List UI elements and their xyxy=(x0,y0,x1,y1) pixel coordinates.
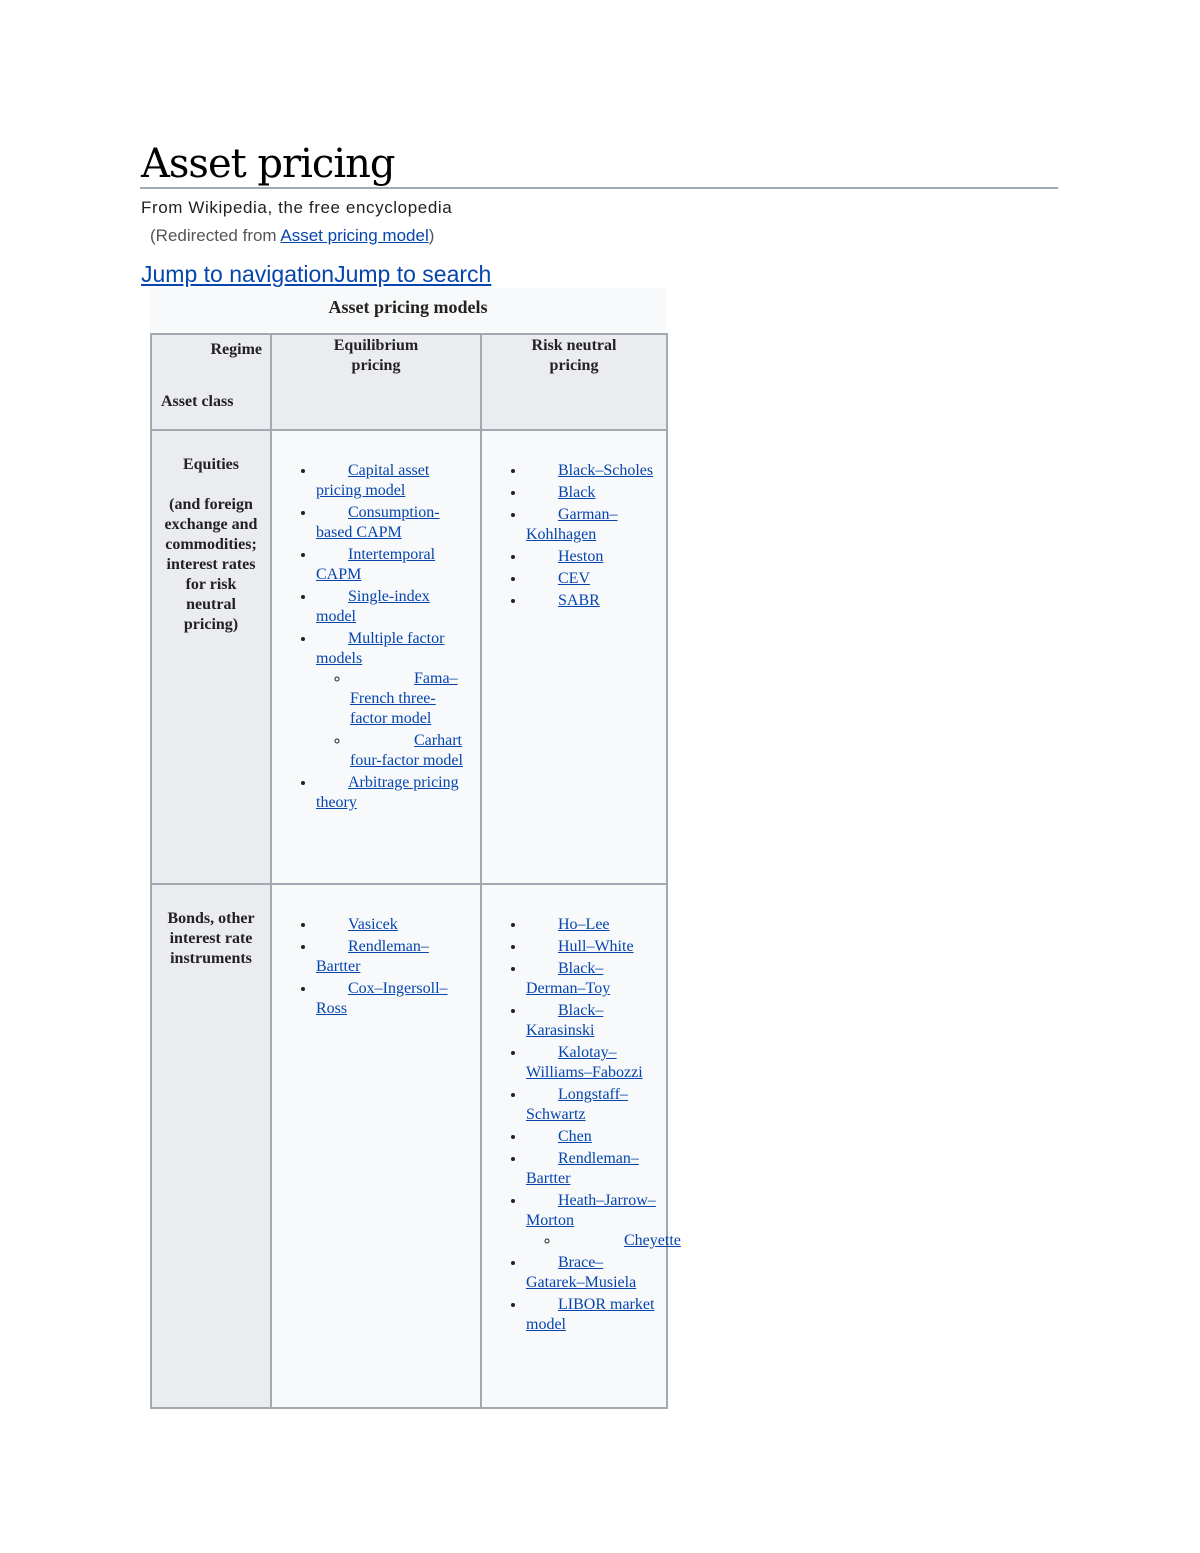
page-title: Asset pricing xyxy=(141,141,395,187)
equities-risk-neutral-cell xyxy=(481,430,667,884)
model-link[interactable]: Vasicek xyxy=(348,916,398,933)
list-item xyxy=(526,1085,658,1125)
list-item xyxy=(316,545,472,585)
list-item xyxy=(526,1191,681,1251)
list-item xyxy=(316,503,472,543)
asset-pricing-models-table xyxy=(150,333,681,1409)
model-link[interactable]: Rendleman–Bartter xyxy=(526,1150,639,1187)
model-link[interactable]: Black–Karasinski xyxy=(526,1002,604,1039)
list-item xyxy=(526,1001,658,1041)
site-tagline: From Wikipedia, the free encyclopedia xyxy=(141,198,453,217)
row-header-bonds xyxy=(151,884,271,1408)
list-item xyxy=(526,461,658,481)
model-link[interactable]: Multiple factor models xyxy=(316,630,445,667)
model-link[interactable]: Capital asset pricing model xyxy=(316,462,430,499)
model-link[interactable]: LIBOR market model xyxy=(526,1296,655,1333)
model-link[interactable]: Hull–White xyxy=(558,938,634,955)
row-header-subtitle: (and foreign exchange and commodities; interest rates for risk neutral pricing) xyxy=(164,496,258,633)
list-item xyxy=(316,937,472,977)
regime-asset-class-header xyxy=(151,334,271,430)
model-link[interactable]: Cheyette xyxy=(624,1232,681,1249)
row-header-title: Bonds, other interest rate instruments xyxy=(167,910,255,967)
equilibrium-pricing-header xyxy=(271,334,481,430)
list-item xyxy=(316,461,472,501)
list-item xyxy=(526,547,658,567)
row-header-equities xyxy=(151,430,271,884)
model-link[interactable]: CEV xyxy=(558,570,590,587)
list-item xyxy=(526,959,658,999)
bonds-equilibrium-cell xyxy=(271,884,481,1408)
row-header-title: Equities xyxy=(182,456,239,473)
asset-class-label: Asset class xyxy=(161,393,234,410)
list-item xyxy=(526,591,658,611)
risk-neutral-pricing-label: Risk neutral pricing xyxy=(531,337,617,374)
regime-label: Regime xyxy=(210,341,262,358)
model-link[interactable]: Heston xyxy=(558,548,604,565)
model-link[interactable]: Single-index model xyxy=(316,588,430,625)
list-item xyxy=(526,483,658,503)
list-item xyxy=(316,587,472,627)
list-item xyxy=(350,669,472,729)
model-link[interactable]: Longstaff–Schwartz xyxy=(526,1086,628,1123)
model-link[interactable]: Fama–French three-factor model xyxy=(350,670,458,727)
equities-equilibrium-cell xyxy=(271,430,481,884)
equilibrium-pricing-label: Equilibrium pricing xyxy=(333,337,419,374)
jump-links xyxy=(141,261,491,288)
list-item xyxy=(560,1231,681,1251)
model-link[interactable]: Cox–Ingersoll–Ross xyxy=(316,980,448,1017)
model-link[interactable]: Intertemporal CAPM xyxy=(316,546,436,583)
model-link[interactable]: Black–Scholes xyxy=(558,462,654,479)
list-item xyxy=(526,915,658,935)
table-row xyxy=(151,884,667,1408)
model-link[interactable]: Chen xyxy=(558,1128,592,1145)
table-caption: Asset pricing models xyxy=(150,288,666,332)
model-link[interactable]: Arbitrage pricing theory xyxy=(316,774,459,811)
jump-to-navigation-link[interactable]: Jump to navigation xyxy=(141,261,335,287)
model-link[interactable]: SABR xyxy=(558,592,600,609)
redirect-prefix: (Redirected from xyxy=(150,226,281,245)
redirect-link[interactable]: Asset pricing model xyxy=(280,226,429,245)
list-item xyxy=(316,629,472,771)
model-link[interactable]: Ho–Lee xyxy=(558,916,610,933)
risk-neutral-pricing-header xyxy=(481,334,667,430)
list-item xyxy=(316,979,472,1019)
model-link[interactable]: Carhart four-factor model xyxy=(350,732,463,769)
list-item xyxy=(350,731,472,771)
list-item xyxy=(316,915,472,935)
list-item xyxy=(526,1295,658,1335)
model-link[interactable]: Consumption-based CAPM xyxy=(316,504,440,541)
model-link[interactable]: Garman–Kohlhagen xyxy=(526,506,618,543)
list-item xyxy=(526,505,658,545)
redirect-suffix: ) xyxy=(428,226,435,245)
model-link[interactable]: Rendleman–Bartter xyxy=(316,938,429,975)
list-item xyxy=(526,1149,658,1189)
redirect-notice xyxy=(150,226,434,246)
list-item xyxy=(526,1253,658,1293)
list-item xyxy=(526,569,658,589)
model-link[interactable]: Black xyxy=(558,484,596,501)
model-link[interactable]: Kalotay–Williams–Fabozzi xyxy=(526,1044,643,1081)
table-row xyxy=(151,430,667,884)
list-item xyxy=(526,937,658,957)
list-item xyxy=(526,1127,658,1147)
bonds-risk-neutral-cell xyxy=(481,884,681,1408)
title-divider xyxy=(140,187,1058,189)
list-item xyxy=(316,773,472,813)
jump-to-search-link[interactable]: Jump to search xyxy=(334,261,492,287)
model-link[interactable]: Heath–Jarrow–Morton xyxy=(526,1192,656,1229)
list-item xyxy=(526,1043,658,1083)
model-link[interactable]: Black–Derman–Toy xyxy=(526,960,611,997)
model-link[interactable]: Brace–Gatarek–Musiela xyxy=(526,1254,637,1291)
